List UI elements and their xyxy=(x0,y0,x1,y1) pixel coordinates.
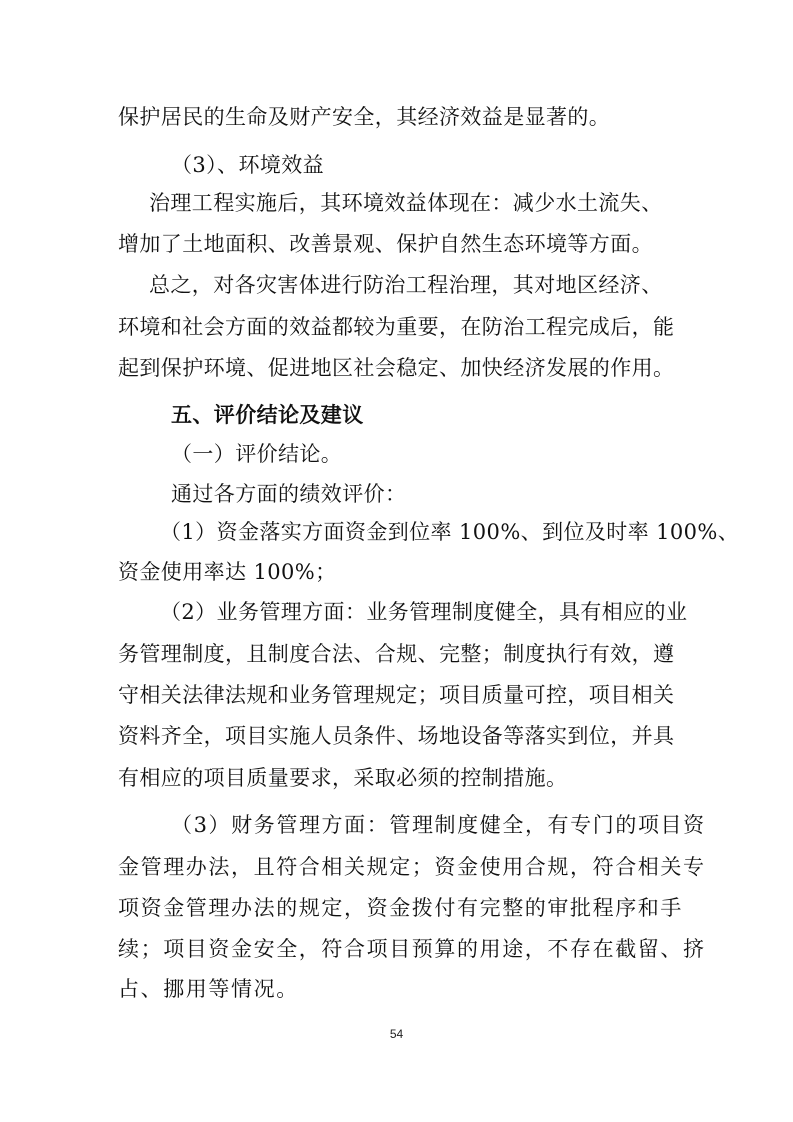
paragraph-line: 项资金管理办法的规定，资金拨付有完整的审批程序和手 xyxy=(118,896,683,920)
paragraph-line: （3）财务管理方面：管理制度健全，有专门的项目资 xyxy=(171,813,706,837)
paragraph-line: 务管理制度，且制度合法、合规、完整；制度执行有效，遵 xyxy=(118,642,675,666)
paragraph-line: 治理工程实施后，其环境效益体现在：减少水土流失、 xyxy=(149,191,663,215)
paragraph-line: 续；项目资金安全，符合项目预算的用途，不存在截留、挤 xyxy=(118,937,706,961)
paragraph-line: （2）业务管理方面：业务管理制度健全，具有相应的业 xyxy=(160,600,688,624)
paragraph-line: 金管理办法，且符合相关规定；资金使用合规，符合相关专 xyxy=(118,855,706,879)
paragraph-line: 通过各方面的绩效评价： xyxy=(171,482,407,506)
section-heading-conclusion: 五、评价结论及建议 xyxy=(171,403,364,427)
paragraph-line: 总之，对各灾害体进行防治工程治理，其对地区经济、 xyxy=(149,273,663,297)
paragraph-line: 资料齐全，项目实施人员条件、场地设备等落实到位，并具 xyxy=(118,724,675,748)
paragraph-line: 保护居民的生命及财产安全，其经济效益是显著的。 xyxy=(118,105,611,129)
subheading-evaluation-conclusion: （一）评价结论。 xyxy=(171,442,343,466)
subheading-environmental-benefit: （3）、环境效益 xyxy=(171,153,325,177)
paragraph-line: 起到保护环境、促进地区社会稳定、加快经济发展的作用。 xyxy=(118,356,675,380)
paragraph-line: 有相应的项目质量要求，采取必须的控制措施。 xyxy=(118,766,568,790)
paragraph-line: 增加了土地面积、改善景观、保护自然生态环境等方面。 xyxy=(118,232,653,256)
paragraph-line: 占、挪用等情况。 xyxy=(118,977,299,1001)
paragraph-line: 资金使用率达 100%； xyxy=(118,560,337,584)
page-number: 54 xyxy=(389,1027,404,1041)
paragraph-line: 环境和社会方面的效益都较为重要，在防治工程完成后，能 xyxy=(118,315,675,339)
paragraph-line: （1）资金落实方面资金到位率 100%、到位及时率 100%、 xyxy=(160,520,740,544)
paragraph-line: 守相关法律法规和业务管理规定；项目质量可控，项目相关 xyxy=(118,683,675,707)
